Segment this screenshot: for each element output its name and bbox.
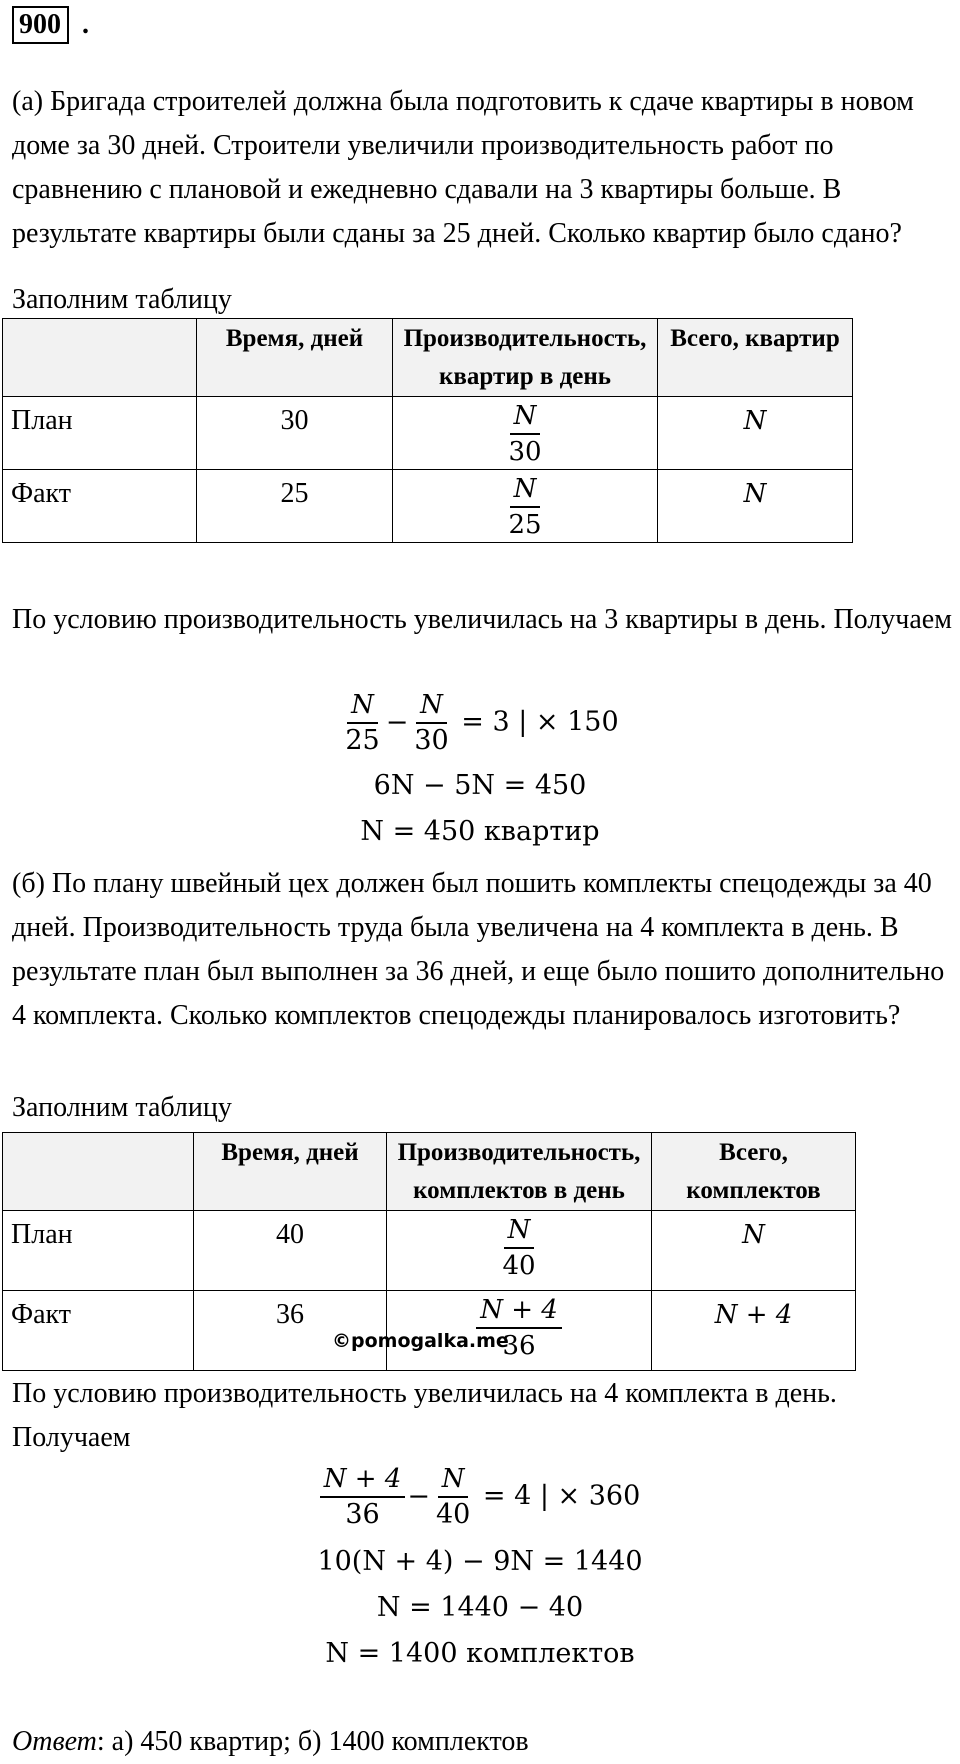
part-a-equation-3: N = 450 квартир (360, 816, 600, 847)
watermark: ©pomogalka.me (332, 1330, 509, 1352)
part-b-equation-3: N = 1440 − 40 (376, 1592, 584, 1623)
fraction-denominator: 36 (345, 1499, 380, 1530)
part-b-equation-4: N = 1400 комплектов (325, 1638, 635, 1669)
fraction-denominator: 40 (435, 1499, 471, 1530)
header-empty (3, 1133, 194, 1211)
fraction-numerator: N (510, 399, 541, 435)
rate-fraction (476, 1293, 562, 1363)
part-b-fill-table: Заполним таблицу (12, 1092, 232, 1123)
fraction-denominator: 25 (345, 725, 380, 756)
part-a-text: (а) Бригада строителей должна была подготовить к сдаче квартиры в новом доме за 30 дней. Строители увеличили производительность работ по сравнению с плановой и ежедневно сдавали на 3 квартиры больше. В результате квартиры были сданы за 25 дней. Сколько квартир было сдано? (12, 86, 914, 249)
minus-sign: − (407, 1480, 430, 1512)
row-time: 25 (197, 470, 393, 543)
header-time: Время, дней (194, 1133, 387, 1211)
part-a-table (2, 318, 853, 543)
equation-rhs: = 4 | × 360 (482, 1480, 641, 1512)
part-b-condition: По условию производительность увеличилась на 4 комплекта в день. Получаем (12, 1378, 837, 1453)
rate-fraction (504, 472, 545, 542)
problem-number-dot: . (82, 9, 89, 40)
header-total: Всего, комплектов (652, 1133, 856, 1211)
table-header-row (3, 1133, 856, 1211)
row-time: 36 (194, 1291, 387, 1371)
row-rate (393, 397, 658, 470)
rate-fraction (504, 399, 545, 469)
fraction-numerator: N (510, 472, 541, 508)
rate-fraction (498, 1213, 539, 1283)
fraction-denominator: 36 (502, 1331, 536, 1361)
row-total: N + 4 (652, 1291, 856, 1371)
part-a-fill-table: Заполним таблицу (12, 284, 232, 315)
fraction-numerator: N + 4 (320, 1462, 406, 1498)
part-b-equation-1 (0, 1462, 960, 1532)
table-row (3, 470, 853, 543)
equation-fraction (432, 1462, 474, 1532)
header-total: Всего, квартир (658, 319, 853, 397)
fraction-numerator: N (347, 688, 378, 724)
row-label: Факт (3, 1291, 194, 1371)
minus-sign: − (385, 706, 409, 738)
part-a-equation-2: 6N − 5N = 450 (373, 770, 587, 801)
row-time: 40 (194, 1211, 387, 1291)
answer-text: : а) 450 квартир; б) 1400 комплектов (96, 1726, 529, 1757)
fraction-denominator: 30 (508, 437, 542, 467)
row-rate (393, 470, 658, 543)
table-row (3, 397, 853, 470)
fraction-numerator: N (438, 1462, 469, 1498)
equation-fraction (341, 688, 383, 758)
part-a-equation-1 (0, 688, 960, 758)
row-total: N (658, 397, 853, 470)
fraction-numerator: N + 4 (476, 1293, 562, 1329)
fraction-numerator: N (416, 688, 447, 724)
header-time: Время, дней (197, 319, 393, 397)
problem-number: 900 (12, 6, 69, 44)
header-rate: Производительность, комплектов в день (387, 1133, 652, 1211)
table-header-row (3, 319, 853, 397)
row-time: 30 (197, 397, 393, 470)
row-total: N (652, 1211, 856, 1291)
equation-fraction (320, 1462, 406, 1532)
answer-label: Ответ (12, 1726, 97, 1757)
fraction-denominator: 30 (414, 725, 449, 756)
row-label: План (3, 397, 197, 470)
row-total: N (658, 470, 853, 543)
header-rate: Производительность, квартир в день (393, 319, 658, 397)
row-label: План (3, 1211, 194, 1291)
answer-line (12, 1720, 529, 1764)
part-a-condition: По условию производительность увеличилась на 3 квартиры в день. Получаем (12, 604, 952, 635)
part-b-text: (б) По плану швейный цех должен был пошить комплекты спецодежды за 40 дней. Производительность труда была увеличена на 4 комплекта в день. В результате план был выполнен за 36 дней, и еще было пошито дополнительно 4 комплекта. Сколько комплектов спецодежды планировалось изготовить? (12, 868, 945, 1031)
part-b-equation-2: 10(N + 4) − 9N = 1440 (317, 1546, 643, 1577)
row-label: Факт (3, 470, 197, 543)
equation-fraction (410, 688, 452, 758)
equation-rhs: = 3 | × 150 (461, 706, 619, 738)
row-rate (387, 1211, 652, 1291)
table-row (3, 1211, 856, 1291)
header-empty (3, 319, 197, 397)
fraction-numerator: N (504, 1213, 535, 1249)
fraction-denominator: 40 (502, 1251, 536, 1281)
fraction-denominator: 25 (508, 510, 542, 540)
